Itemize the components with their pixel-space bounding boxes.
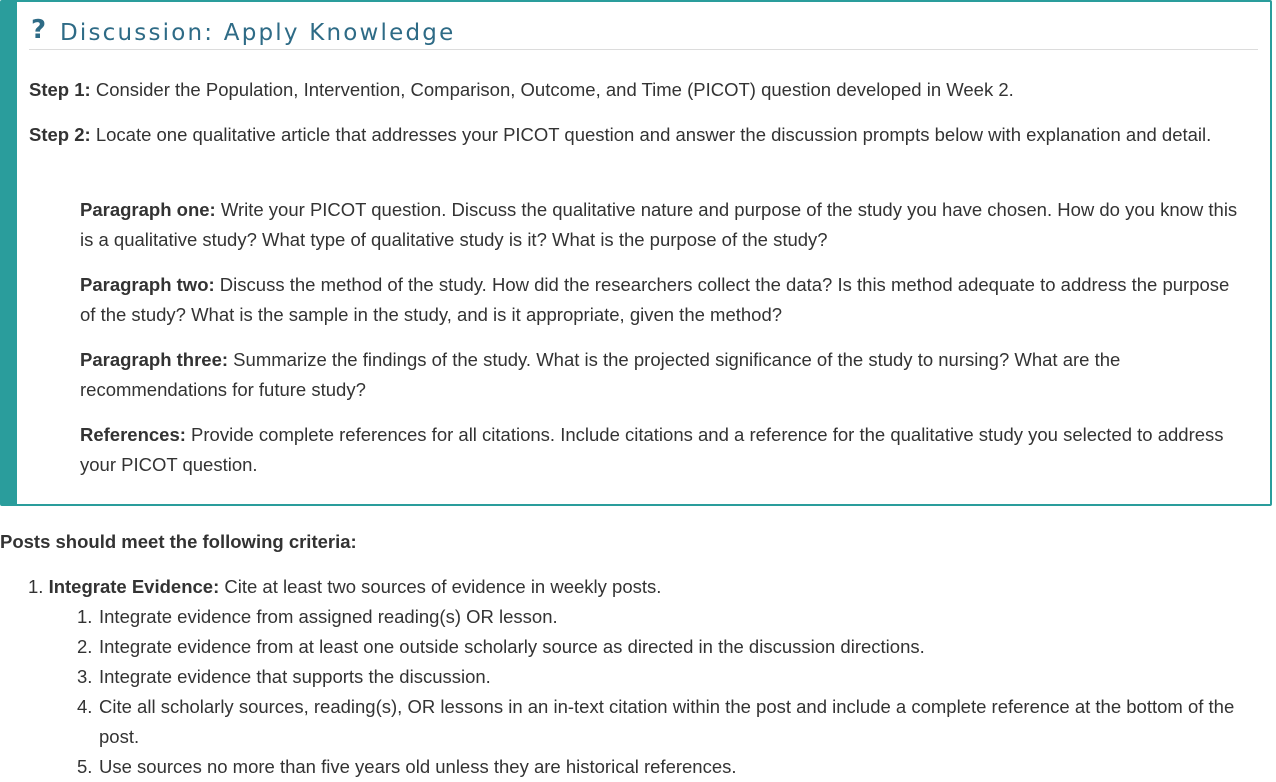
references-label: References:	[80, 424, 186, 445]
step-1-label: Step 1:	[29, 79, 91, 100]
paragraph-three-text: Summarize the findings of the study. What is the projected significance of the study to nursing? What are the recommendations for future study?	[80, 349, 1121, 400]
paragraph-two-label: Paragraph two:	[80, 274, 215, 295]
criteria-item-label: Integrate Evidence:	[48, 576, 220, 597]
criteria-subitem	[28, 692, 1266, 752]
criteria-subitem-number: 2.	[77, 636, 93, 657]
references-text: Provide complete references for all citations. Include citations and a reference for the qualitative study you selected to address your PICOT question.	[80, 424, 1224, 475]
criteria-subitem-text: Cite all scholarly sources, reading(s), OR lessons in an in-text citation within the post and include a complete reference at the bottom of the post.	[99, 696, 1235, 747]
paragraph-two	[80, 270, 1248, 330]
criteria-subitem-number: 1.	[77, 606, 93, 627]
question-mark-icon: ?	[31, 15, 47, 45]
criteria-subitem	[28, 602, 1266, 632]
step-2-label: Step 2:	[29, 124, 91, 145]
criteria-item	[28, 572, 1266, 602]
discussion-header	[29, 2, 1258, 50]
criteria-subitem-number: 3.	[77, 666, 93, 687]
criteria-subitem-text: Integrate evidence that supports the discussion.	[99, 666, 491, 687]
step-2-text: Locate one qualitative article that addresses your PICOT question and answer the discussion prompts below with explanation and detail.	[90, 124, 1212, 145]
discussion-title: Discussion: Apply Knowledge	[60, 20, 456, 46]
paragraph-one-label: Paragraph one:	[80, 199, 216, 220]
paragraph-three	[80, 345, 1218, 405]
paragraph-one	[80, 195, 1248, 255]
criteria-subitem-text: Integrate evidence from assigned reading(s) OR lesson.	[99, 606, 558, 627]
criteria-subitem-text: Use sources no more than five years old unless they are historical references.	[99, 756, 737, 777]
criteria-title: Posts should meet the following criteria:	[0, 531, 357, 552]
criteria-sublist	[28, 602, 1266, 782]
step-1	[29, 75, 1258, 105]
paragraph-two-text: Discuss the method of the study. How did the researchers collect the data? Is this method adequate to address the purpose of the study? What is the sample in the study, and is it appropriate, given the method?	[80, 274, 1230, 325]
criteria-subitem-number: 5.	[77, 756, 93, 777]
paragraph-one-text: Write your PICOT question. Discuss the qualitative nature and purpose of the study you have chosen. How do you know this is a qualitative study? What type of qualitative study is it? What is the purpose of the study?	[80, 199, 1238, 250]
criteria-item-text: Cite at least two sources of evidence in weekly posts.	[219, 576, 662, 597]
paragraph-three-label: Paragraph three:	[80, 349, 229, 370]
criteria-subitem	[28, 662, 1266, 692]
criteria-subitem	[28, 632, 1266, 662]
criteria-subitem-number: 4.	[77, 696, 93, 717]
step-2	[29, 120, 1238, 150]
criteria-item-number: 1.	[28, 576, 44, 597]
criteria-subitem-text: Integrate evidence from at least one outside scholarly source as directed in the discussion directions.	[99, 636, 925, 657]
criteria-list	[28, 572, 1266, 782]
step-1-text: Consider the Population, Intervention, Comparison, Outcome, and Time (PICOT) question developed in Week 2.	[90, 79, 1014, 100]
references-paragraph	[80, 420, 1248, 480]
discussion-card-content	[29, 2, 1258, 475]
